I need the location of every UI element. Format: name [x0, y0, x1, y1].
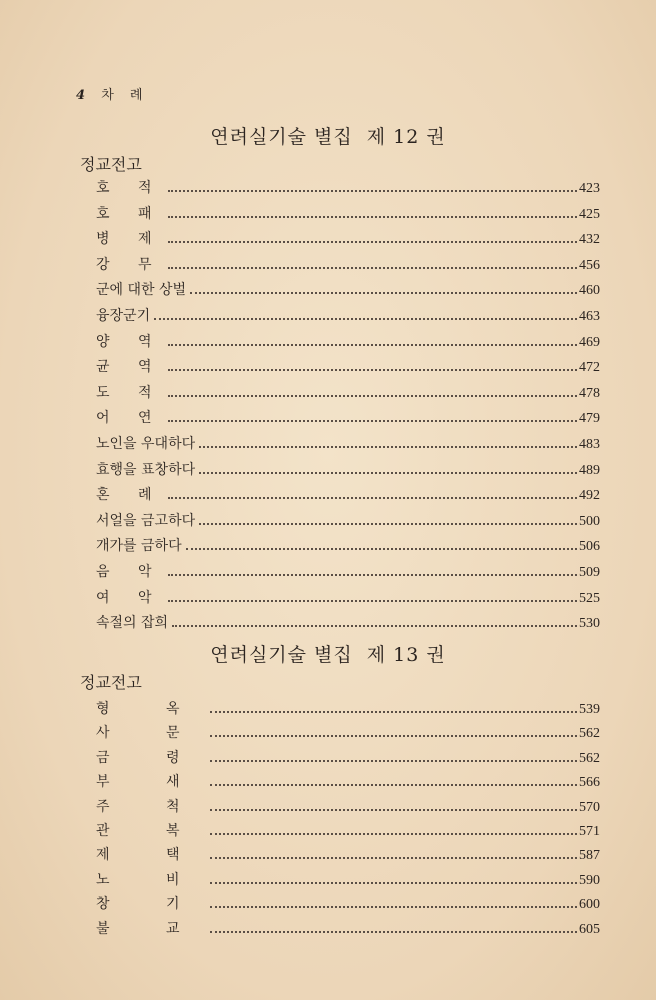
dot-leader — [168, 497, 578, 499]
toc-entry-title: 음 악 — [96, 564, 164, 580]
toc-entry — [96, 484, 600, 506]
dot-leader — [199, 472, 577, 474]
toc-entry-title: 호 패 — [96, 205, 164, 222]
toc-entry — [96, 561, 600, 583]
toc-entry-page: 489 — [579, 462, 600, 478]
toc-entry-title: 강 무 — [96, 256, 164, 273]
toc-entry-page: 500 — [579, 513, 600, 529]
dot-leader — [168, 241, 578, 243]
dot-leader — [168, 574, 578, 576]
dot-leader — [168, 216, 578, 218]
toc-entry-page: 483 — [579, 437, 600, 452]
toc-entry-page: 478 — [579, 385, 600, 401]
toc-entry-page: 469 — [579, 334, 600, 350]
toc-entry — [96, 612, 600, 634]
toc-entry-title: 어 연 — [96, 410, 164, 427]
toc-entry — [96, 844, 600, 866]
dot-leader — [199, 523, 577, 525]
toc-entry-page: 509 — [579, 565, 600, 580]
toc-entry-title: 형 옥 — [96, 701, 206, 717]
toc-entry-title: 불 교 — [96, 920, 206, 937]
toc-entry-page: 605 — [579, 921, 600, 937]
toc-entry-page: 432 — [579, 232, 600, 248]
toc-entry-title: 여 악 — [96, 589, 164, 606]
toc-entry — [96, 722, 600, 744]
toc-entry — [96, 796, 600, 818]
toc-entry-page: 590 — [579, 872, 600, 888]
dot-leader — [172, 625, 577, 627]
dot-leader — [210, 760, 578, 762]
toc-entry-title: 병 제 — [96, 231, 164, 248]
toc-entry — [96, 331, 600, 353]
dot-leader — [154, 318, 577, 320]
toc-entry — [96, 918, 600, 940]
running-head — [76, 84, 148, 103]
dot-leader — [186, 548, 577, 550]
section-title-13 — [0, 640, 656, 667]
toc-entry — [96, 587, 600, 609]
toc-entry-title: 사 문 — [96, 725, 206, 742]
toc-entry — [96, 356, 600, 378]
section-title-volume: 제 13 권 — [366, 644, 446, 666]
toc-entry — [96, 698, 600, 720]
section-title-volume: 제 12 권 — [366, 126, 446, 148]
toc-entry-page: 460 — [579, 283, 600, 299]
dot-leader — [210, 857, 578, 859]
toc-entry — [96, 433, 600, 455]
dot-leader — [190, 292, 577, 294]
toc-entry-page: 587 — [579, 848, 600, 864]
toc-entry-title: 주 척 — [96, 798, 206, 815]
dot-leader — [168, 369, 578, 371]
toc-entry-title: 혼 례 — [96, 487, 164, 504]
section-subheading: 정교전고 — [80, 155, 142, 174]
toc-entry-title: 창 기 — [96, 896, 206, 913]
dot-leader — [168, 395, 578, 397]
toc-entry — [96, 279, 600, 301]
toc-entry-page: 571 — [579, 824, 600, 839]
toc-entry — [96, 510, 600, 532]
toc-entry — [96, 228, 600, 250]
toc-entry-page: 530 — [579, 616, 600, 632]
toc-entry-page: 570 — [579, 799, 600, 815]
toc-entry — [96, 893, 600, 915]
toc-entry-page: 506 — [579, 539, 600, 555]
toc-entry-title: 효행을 표창하다 — [96, 461, 196, 478]
toc-entry-title: 융장군기 — [96, 308, 151, 324]
toc-entry-page: 539 — [579, 702, 600, 717]
toc-entry — [96, 747, 600, 769]
dot-leader — [210, 735, 578, 737]
section-title-main: 연려실기술 별집 — [210, 126, 353, 148]
toc-entry-page: 600 — [579, 897, 600, 913]
toc-entry — [96, 203, 600, 225]
dot-leader — [210, 882, 578, 884]
toc-entry-page: 566 — [579, 775, 600, 791]
toc-entry-page: 562 — [579, 726, 600, 742]
toc-entry — [96, 177, 600, 199]
dot-leader — [210, 906, 578, 908]
toc-entry — [96, 820, 600, 842]
dot-leader — [168, 190, 578, 192]
toc-entry — [96, 254, 600, 276]
toc-entry-title: 노인을 우대하다 — [96, 436, 196, 452]
toc-entry-page: 472 — [579, 360, 600, 376]
dot-leader — [168, 267, 578, 269]
section-title-12 — [0, 122, 656, 149]
toc-entry-title: 관 복 — [96, 823, 206, 839]
page-number: 4 — [76, 88, 86, 103]
toc-entry — [96, 305, 600, 327]
dot-leader — [210, 833, 578, 835]
toc-entry-title: 속절의 잡희 — [96, 615, 169, 632]
toc-entry-page: 492 — [579, 488, 600, 504]
toc-entry-title: 금 령 — [96, 749, 206, 766]
dot-leader — [168, 600, 578, 602]
section-title-main: 연려실기술 별집 — [210, 644, 353, 666]
dot-leader — [210, 809, 578, 811]
toc-entry-title: 부 새 — [96, 774, 206, 791]
toc-entry-page: 562 — [579, 750, 600, 766]
toc-entry-title: 노 비 — [96, 871, 206, 888]
toc-entry — [96, 535, 600, 557]
dot-leader — [210, 711, 578, 713]
section-subheading: 정교전고 — [80, 673, 142, 692]
toc-entry — [96, 771, 600, 793]
toc-entry-title: 양 역 — [96, 333, 164, 350]
toc-entry-title: 군에 대한 상벌 — [96, 282, 187, 299]
toc-entry — [96, 407, 600, 429]
toc-entry — [96, 459, 600, 481]
toc-entry-page: 425 — [579, 206, 600, 222]
toc-entry-title: 개가를 금하다 — [96, 538, 182, 555]
dot-leader — [210, 931, 578, 933]
toc-entry-page: 423 — [579, 181, 600, 196]
running-head-label: 차 례 — [101, 88, 149, 103]
toc-entry — [96, 382, 600, 404]
dot-leader — [199, 446, 577, 448]
toc-entry — [96, 869, 600, 891]
dot-leader — [168, 344, 578, 346]
toc-entry-page: 479 — [579, 411, 600, 427]
toc-entry-page: 525 — [579, 590, 600, 606]
toc-entry-page: 456 — [579, 257, 600, 273]
toc-entry-page: 463 — [579, 309, 600, 324]
dot-leader — [168, 420, 578, 422]
toc-entry-title: 균 역 — [96, 359, 164, 376]
dot-leader — [210, 784, 578, 786]
toc-entry-title: 호 적 — [96, 180, 164, 196]
toc-entry-title: 제 택 — [96, 847, 206, 864]
toc-entry-title: 도 적 — [96, 384, 164, 401]
toc-entry-title: 서얼을 금고하다 — [96, 512, 196, 529]
